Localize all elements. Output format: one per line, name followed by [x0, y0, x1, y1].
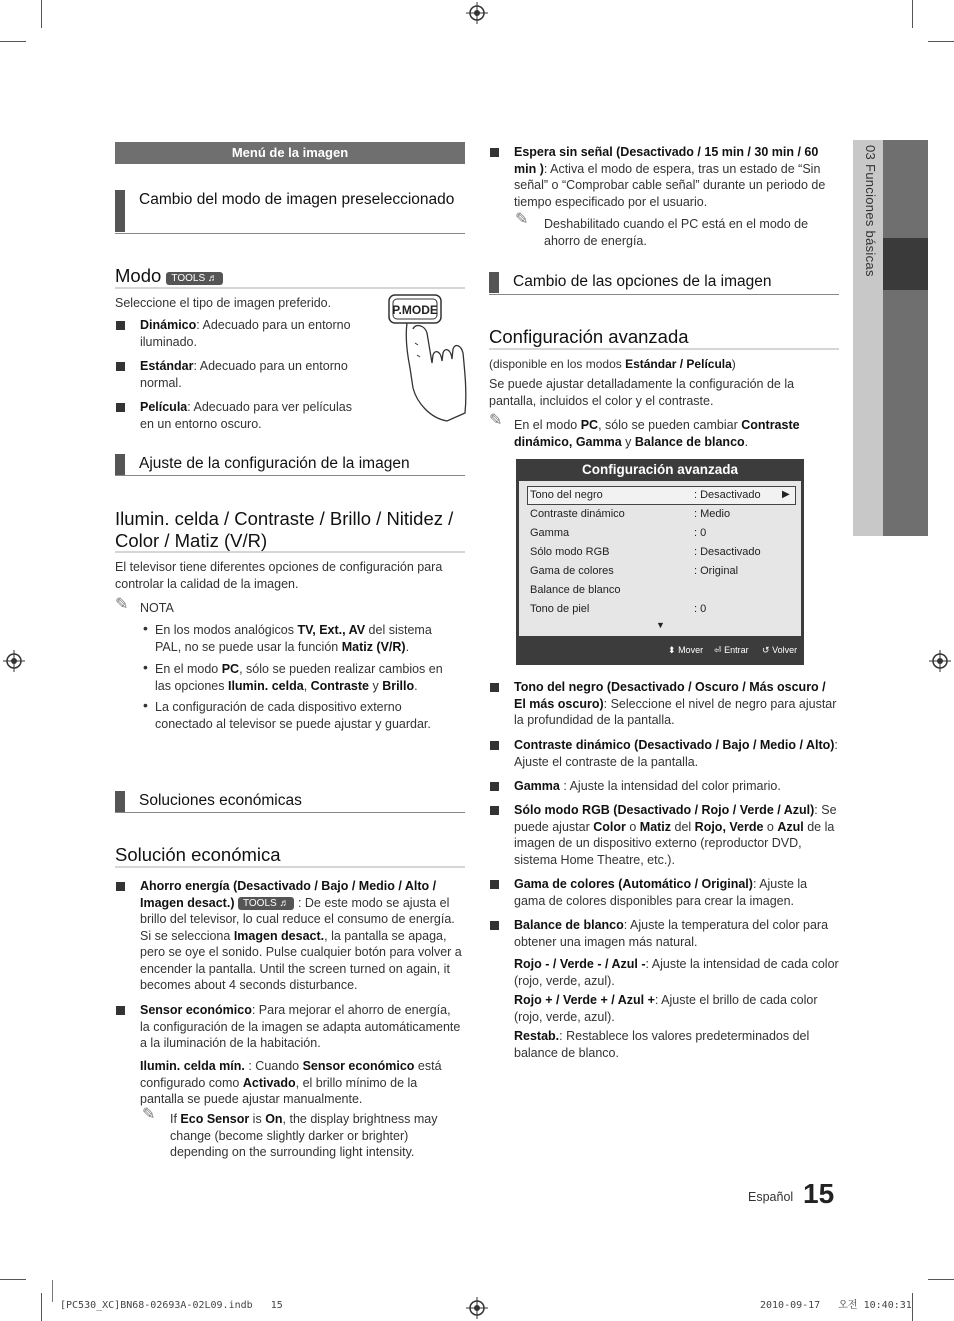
osd-hint-entrar: ⏎ Entrar	[714, 645, 749, 655]
registration-mark-icon	[466, 1297, 488, 1319]
divider	[115, 233, 465, 234]
bullet-icon	[490, 148, 499, 157]
bullet-icon	[490, 683, 499, 692]
crop-mark	[928, 1279, 954, 1280]
side-tab-dark	[883, 140, 928, 536]
updown-icon: ⬍	[668, 645, 676, 655]
paragraph: Ilumin. celda mín. : Cuando Sensor económico está configurado como Activado, el brillo mínimo de la pantalla se puede ajustar manualmente.	[140, 1059, 442, 1106]
paragraph: Restab.: Restablece los valores predeterminados del balance de blanco.	[514, 1029, 810, 1060]
divider	[115, 812, 465, 813]
osd-row-value: : Desactivado	[694, 546, 761, 558]
list-item: Ahorro energía (Desactivado / Bajo / Medio / Alto / Imagen desact.) TOOLS ♬ : De este modo se ajusta el brillo del televisor, lo cual reduce el consumo de energía. Si se selecciona Imagen desact., la pantalla se apaga, pero se oye el sonido. Pulse cualquier botón para volver a encender la pantalla. Until the screen turned on again, it becomes about 4 seconds disturbance.	[140, 879, 462, 992]
registration-mark-icon	[3, 650, 25, 672]
divider	[115, 475, 465, 476]
side-tab-active-marker	[883, 238, 928, 290]
note-item: En el modo PC, sólo se pueden realizar cambios en las opciones Ilumin. celda, Contraste y Brillo.	[155, 662, 443, 693]
osd-hint-mover: ⬍ Mover	[668, 645, 704, 655]
crop-mark	[0, 1279, 26, 1280]
tools-badge: TOOLS ♬	[166, 272, 223, 285]
list-item: Balance de blanco: Ajuste la temperatura del color para obtener una imagen más natural.	[514, 918, 829, 949]
osd-row-label: Tono del negro	[530, 489, 603, 501]
bullet-dot-icon: •	[143, 697, 148, 713]
osd-row-label: Contraste dinámico	[530, 508, 625, 520]
note-item: En los modos analógicos TV, Ext., AV del sistema PAL, no se puede usar la función Matiz (V/R).	[155, 623, 432, 654]
remote-pmode-hand-icon	[385, 293, 470, 423]
modo-intro: Seleccione el tipo de imagen preferido.	[115, 296, 332, 310]
divider	[489, 294, 839, 295]
osd-title: Configuración avanzada	[581, 462, 739, 477]
list-item: Contraste dinámico (Desactivado / Bajo / Medio / Alto): Ajuste el contraste de la pantalla.	[514, 738, 838, 769]
bullet-icon	[116, 321, 125, 330]
crop-mark	[928, 41, 954, 42]
bullet-icon	[116, 1006, 125, 1015]
subsection-heading: Cambio de las opciones de la imagen	[489, 272, 839, 293]
divider	[115, 866, 465, 868]
section-title-config: Configuración avanzada	[489, 326, 689, 347]
osd-row-label: Sólo modo RGB	[530, 546, 610, 558]
note-text: Deshabilitado cuando el PC está en el modo de ahorro de energía.	[544, 217, 809, 248]
osd-hint-volver: ↺ Volver	[762, 645, 798, 655]
osd-row-label: Balance de blanco	[530, 584, 621, 596]
arrow-right-icon: ▶	[782, 489, 790, 500]
crop-mark	[41, 0, 42, 28]
menu-bar: Menú de la imagen	[115, 142, 465, 164]
bullet-icon	[116, 882, 125, 891]
bullet-dot-icon: •	[143, 620, 148, 636]
osd-row-label: Gama de colores	[530, 565, 614, 577]
list-item: Gamma : Ajuste la intensidad del color primario.	[514, 779, 781, 793]
scroll-down-icon: ▼	[656, 620, 665, 630]
registration-mark-icon	[466, 2, 488, 24]
bullet-icon	[490, 806, 499, 815]
osd-row-label: Gamma	[530, 527, 570, 539]
section-title-modo: Modo TOOLS ♬	[115, 265, 465, 287]
svg-text:P.MODE: P.MODE	[392, 303, 438, 317]
footer-language: Español	[748, 1190, 794, 1204]
divider	[115, 287, 465, 289]
section-title-eco: Solución económica	[115, 844, 281, 865]
paragraph: Se puede ajustar detalladamente la configuración de la pantalla, incluidos el color y el contraste.	[489, 377, 795, 408]
list-item: Dinámico: Adecuado para un entorno iluminado.	[140, 318, 351, 349]
page-number: 15	[803, 1178, 835, 1209]
bullet-icon	[490, 921, 499, 930]
tools-badge: TOOLS ♬	[238, 897, 295, 910]
osd-row-value: : Desactivado	[694, 489, 761, 501]
note-text: If Eco Sensor is On, the display brightness may change (become slightly darker or brighter) depending on the surrounding light intensity.	[170, 1112, 438, 1159]
list-item: Tono del negro (Desactivado / Oscuro / Más oscuro / El más oscuro): Seleccione el nivel de negro para ajustar la profundidad de la pantalla.	[514, 680, 837, 727]
list-item: Gama de colores (Automático / Original): Ajuste la gama de colores disponibles para crear la imagen.	[514, 877, 808, 908]
bullet-icon	[490, 782, 499, 791]
bullet-icon	[116, 403, 125, 412]
note-pencil-icon: ✎	[115, 596, 129, 613]
crop-mark	[0, 41, 26, 42]
osd-row-label: Tono de piel	[530, 603, 590, 615]
paragraph: El televisor tiene diferentes opciones de configuración para controlar la calidad de la imagen.	[115, 560, 443, 591]
list-item: Espera sin señal (Desactivado / 15 min / 30 min / 60 min ): Activa el modo de espera, tras un estado de “Sin señal” o “Comprobar cable señal” durante un periodo de tiempo especificado por el usuario.	[514, 145, 826, 209]
enter-icon: ⏎	[714, 645, 722, 655]
bullet-dot-icon: •	[143, 659, 148, 675]
note-pencil-icon: ✎	[489, 412, 503, 429]
paragraph: Rojo - / Verde - / Azul -: Ajuste la intensidad de cada color (rojo, verde, azul).	[514, 957, 839, 988]
subsection-heading: Cambio del modo de imagen preseleccionado	[115, 190, 465, 232]
subsection-heading: Soluciones económicas	[115, 791, 465, 812]
paragraph: (disponible en los modos Estándar / Película)	[489, 357, 736, 371]
osd-row-value: : Original	[694, 565, 739, 577]
registration-mark-icon	[929, 650, 951, 672]
divider	[115, 551, 465, 553]
side-tab-label: 03 Funciones básicas	[863, 145, 878, 277]
note-pencil-icon: ✎	[515, 211, 529, 228]
return-icon: ↺	[762, 645, 770, 655]
footer-date: 2010-09-17 오전 10:40:31	[760, 1300, 912, 1311]
list-item: Sensor económico: Para mejorar el ahorro de energía, la configuración de la imagen se adapta automáticamente a la iluminación de la habitación.	[140, 1003, 461, 1050]
crop-mark	[912, 0, 913, 28]
list-item: Sólo modo RGB (Desactivado / Rojo / Verde / Azul): Se puede ajustar Color o Matiz del Rojo, Verde o Azul de la imagen de un dispositivo externo (reproductor DVD, sistema Home Theatre, etc.).	[514, 803, 837, 867]
osd-row-value: : 0	[694, 603, 707, 615]
crop-mark	[52, 1280, 53, 1302]
bullet-icon	[490, 741, 499, 750]
section-title-ilumin: Ilumin. celda / Contraste / Brillo / Nitidez / Color / Matiz (V/R)	[115, 508, 454, 551]
footer-file: [PC530_XC]BN68-02693A-02L09.indb 15	[60, 1300, 283, 1311]
paragraph: Rojo + / Verde + / Azul +: Ajuste el brillo de cada color (rojo, verde, azul).	[514, 993, 818, 1024]
note-item: La configuración de cada dispositivo externo conectado al televisor se puede ajustar y guardar.	[155, 700, 431, 731]
crop-mark	[912, 1293, 913, 1321]
note-text: En el modo PC, sólo se pueden cambiar Contraste dinámico, Gamma y Balance de blanco.	[514, 418, 800, 449]
crop-mark	[41, 1293, 42, 1321]
osd-row-value: : Medio	[694, 508, 731, 520]
bullet-icon	[116, 362, 125, 371]
note-pencil-icon: ✎	[142, 1106, 156, 1123]
note-label: NOTA	[140, 601, 174, 615]
divider	[489, 348, 839, 350]
osd-row-value: : 0	[694, 527, 707, 539]
subsection-heading: Ajuste de la configuración de la imagen	[115, 454, 465, 475]
list-item: Estándar: Adecuado para un entorno normal.	[140, 359, 348, 390]
bullet-icon	[490, 880, 499, 889]
list-item: Película: Adecuado para ver películas en un entorno oscuro.	[140, 400, 352, 431]
